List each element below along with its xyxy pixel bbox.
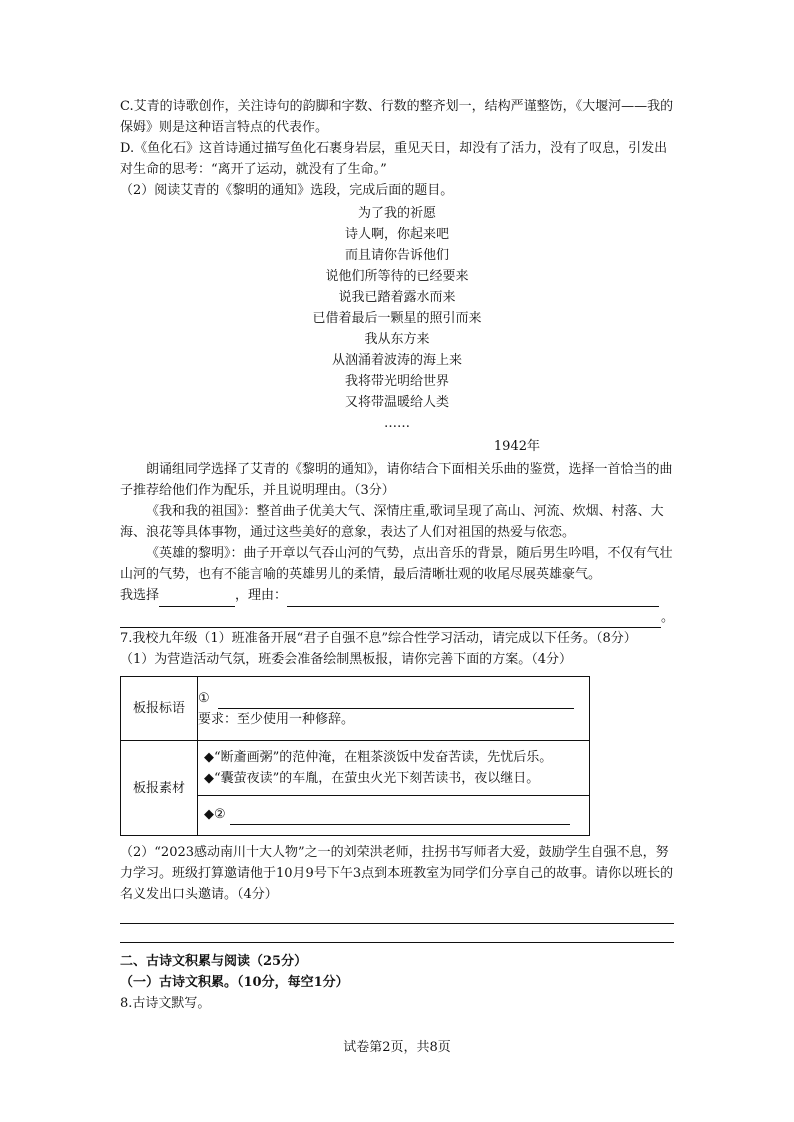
poem-ellipsis: …… bbox=[384, 416, 410, 431]
slogan-label: 板报标语 bbox=[121, 677, 198, 741]
material-cell bbox=[198, 741, 590, 836]
poem-line: 又将带温暖给人类 bbox=[344, 395, 449, 410]
poem-excerpt bbox=[120, 203, 674, 434]
slogan-marker: ① bbox=[198, 691, 210, 706]
poem-line: 从汹涌着波涛的海上来 bbox=[331, 353, 462, 368]
poem-line: 我将带光明给世界 bbox=[344, 374, 449, 389]
question-8-title: 8.古诗文默写。 bbox=[120, 996, 211, 1011]
material-item-1: ◆“断齑画粥”的范仲淹，在粗茶淡饭中发奋苦读，先忧后乐。 bbox=[204, 750, 553, 765]
question-7-title: 7.我校九年级（1）班准备开展“君子自强不息”综合性学习活动，请完成以下任务。（8分） bbox=[120, 631, 637, 646]
invitation-answer-line-1[interactable] bbox=[120, 907, 674, 924]
poem-line: 说他们所等待的已经要来 bbox=[325, 269, 469, 284]
poem-year: 1942年 bbox=[493, 439, 540, 454]
material-label: 板报素材 bbox=[121, 741, 198, 836]
material-item-2: ◆“囊萤夜读”的车胤，在萤虫火光下刻苦读书，夜以继日。 bbox=[204, 771, 540, 786]
song-1-description: 《我和我的祖国》：整首曲子优美大气、深情庄重,歌词呈现了高山、河流、炊烟、村落、大海、浪花等具体事物，通过这些美好的意象，表达了人们对祖国的热爱与依恋。 bbox=[120, 504, 664, 540]
section-2-subtitle: （一）古诗文积累。（10分，每空1分） bbox=[120, 975, 349, 990]
choose-label: 我选择 bbox=[120, 588, 160, 603]
material-item-3-marker: ◆② bbox=[204, 807, 226, 822]
slogan-requirement: 要求：至少使用一种修辞。 bbox=[198, 712, 355, 727]
poem-line: 我从东方来 bbox=[364, 332, 430, 347]
question-7-part-2: （2）“2023感动南川十大人物”之一的刘荣洪老师，拄拐书写师者大爱，鼓励学生自强不息，努力学习。班级打算邀请他于10月9号下午3点到本班教室为同学们分享自己的故事。请你以班长的名义发出口头邀请。（4分） bbox=[120, 845, 674, 902]
option-c: C.艾青的诗歌创作，关注诗句的韵脚和字数、行数的整齐划一，结构严谨整饬，《大堰河——我的保姆》则是这种语言特点的代表作。 bbox=[120, 99, 674, 135]
blackboard-plan-table bbox=[120, 676, 590, 836]
exam-page-content bbox=[120, 96, 674, 1014]
question-6-part-2: （2）阅读艾青的《黎明的通知》选段，完成后面的题目。 bbox=[120, 183, 454, 198]
slogan-blank[interactable] bbox=[218, 687, 574, 709]
section-2-title: 二、古诗文积累与阅读（25分） bbox=[120, 954, 308, 969]
page-footer: 试卷第2页，共8页 bbox=[343, 1040, 451, 1055]
question-7-part-1: （1）为营造活动气氛，班委会准备绘制黑板报，请你完善下面的方案。（4分） bbox=[120, 652, 573, 667]
slogan-cell bbox=[198, 677, 590, 741]
reason-blank[interactable] bbox=[287, 585, 659, 607]
choice-blank[interactable] bbox=[159, 585, 235, 607]
music-question-intro: 朗诵组同学选择了艾青的《黎明的通知》，请你结合下面相关乐曲的鉴赏，选择一首恰当的曲子推荐给他们作为配乐，并且说明理由。（3分） bbox=[120, 462, 673, 498]
reason-blank-2[interactable] bbox=[120, 613, 661, 628]
poem-line: 已借着最后一颗星的照引而来 bbox=[312, 311, 482, 326]
answer-line-choose bbox=[120, 585, 674, 607]
answer-line-reason-cont bbox=[120, 607, 674, 628]
poem-line: 为了我的祈愿 bbox=[357, 206, 436, 221]
option-d: D.《鱼化石》这首诗通过描写鱼化石裹身岩层，重见天日，却没有了活力，没有了叹息，引发出对生命的思考：“离开了运动，就没有了生命。” bbox=[120, 141, 668, 177]
reason-label: ，理由： bbox=[235, 588, 288, 603]
poem-line: 而且请你告诉他们 bbox=[344, 248, 449, 263]
end-mark: 。 bbox=[660, 610, 674, 625]
poem-line: 诗人啊，你起来吧 bbox=[344, 227, 449, 242]
invitation-answer-line-2[interactable] bbox=[120, 926, 674, 943]
poem-line: 说我已踏着露水而来 bbox=[338, 290, 456, 305]
song-2-description: 《英雄的黎明》：曲子开章以气吞山河的气势，点出音乐的背景，随后男生吟唱，不仅有气壮山河的气势，也有不能言喻的英雄男儿的柔情，最后清晰壮观的收尾尽展英雄豪气。 bbox=[120, 546, 673, 582]
material-blank[interactable] bbox=[230, 803, 570, 825]
